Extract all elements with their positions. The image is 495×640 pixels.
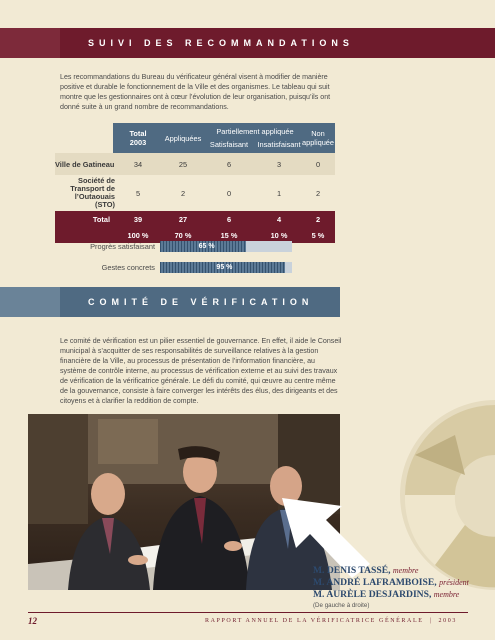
row-gatineau-non: 0 (315, 159, 321, 169)
bar-track (160, 262, 292, 273)
total-satisfaisant: 6 (226, 214, 232, 224)
bar-track (160, 241, 292, 252)
row-sto-label: Société de Transport de l’Outaouais (STO) (70, 176, 115, 209)
row-sto-satisfaisant: 0 (226, 188, 232, 198)
percent-total: 100 % (127, 230, 149, 240)
total-insatisfaisant: 4 (276, 214, 282, 224)
section2-body: Le comité de vérification est un pilier essentiel de gouvernance. En effet, il aide le Conseil municipal à s’acquitter de ses responsabilités de surveillance relatives à la gestion financière de la Ville, au processus de présentation de l’information financière, au système de contrôle interne, au processus de vérification externe et au suivi des travaux de vérification de la vérificatrice générale. Le défi du comité, qui œuvre au centre même de la gouvernance, consiste à faire converger les intérêts des élus, des dirigeants et des citoyens et à clarifier la reddition de compte. (60, 337, 342, 405)
bar-label: Progrès satisfaisant (90, 242, 155, 251)
percent-non: 5 % (311, 230, 325, 240)
row-sto-total: 5 (135, 188, 141, 198)
row-sto-appliquees: 2 (180, 188, 186, 198)
section1-header (60, 28, 495, 58)
row-gatineau-insatisfaisant: 3 (276, 159, 282, 169)
row-gatineau-label: Ville de Gatineau (55, 159, 115, 169)
row-sto-insatisfaisant: 1 (276, 188, 282, 198)
section1-intro: Les recommandations du Bureau du vérificateur général visent à modifier de manière positive et durable le fonctionnement de la Ville et des organismes. Le tableau qui suit montre que les gestionnaires ont à cœur l’évolution de leur organisation, puisqu’ils ont donné suite à un grand nombre de recommandations. (60, 73, 331, 111)
bar-label: Gestes concrets (101, 263, 155, 272)
header-partiellement: Partiellement appliquée (216, 126, 294, 136)
percent-appliquees: 70 % (174, 230, 192, 240)
caption-name-3: M. AURÈLE DESJARDINS, membre (313, 589, 460, 600)
bar-value: 95 % (216, 264, 233, 271)
page-number: 12 (28, 616, 37, 626)
header-insatisfaisant: Insatisfaisant (257, 139, 301, 149)
percent-insatisfaisant: 10 % (270, 230, 288, 240)
total-total: 39 (133, 214, 143, 224)
header-total: Total 2003 (129, 129, 147, 147)
row-gatineau-appliquees: 25 (178, 159, 188, 169)
footer-rule (28, 612, 468, 613)
row-gatineau-total: 34 (133, 159, 143, 169)
row-gatineau-satisfaisant: 6 (226, 159, 232, 169)
total-non: 2 (315, 214, 321, 224)
footer-title: RAPPORT ANNUEL DE LA VÉRIFICATRICE GÉNÉRALE | 2003 (205, 618, 457, 624)
section2-left-strip (0, 287, 60, 317)
caption-name-2: M. ANDRÉ LAFRAMBOISE, président (313, 577, 469, 588)
section2-header (60, 287, 340, 317)
section1-left-strip (0, 28, 60, 58)
bar-value: 65 % (198, 243, 215, 250)
section2-title: COMITÉ DE VÉRIFICATION (88, 297, 314, 307)
header-non: Non appliquée (301, 129, 335, 147)
caption-note: (De gauche à droite) (313, 602, 370, 609)
caption-name-1: M. DENIS TASSÉ, membre (313, 565, 419, 576)
header-appliquees: Appliquées (164, 133, 202, 143)
section1-title: SUIVI DES RECOMMANDATIONS (88, 38, 354, 48)
percent-satisfaisant: 15 % (220, 230, 238, 240)
header-satisfaisant: Satisfaisant (209, 139, 249, 149)
row-sto-non: 2 (315, 188, 321, 198)
total-appliquees: 27 (178, 214, 188, 224)
total-label: Total (92, 214, 110, 224)
